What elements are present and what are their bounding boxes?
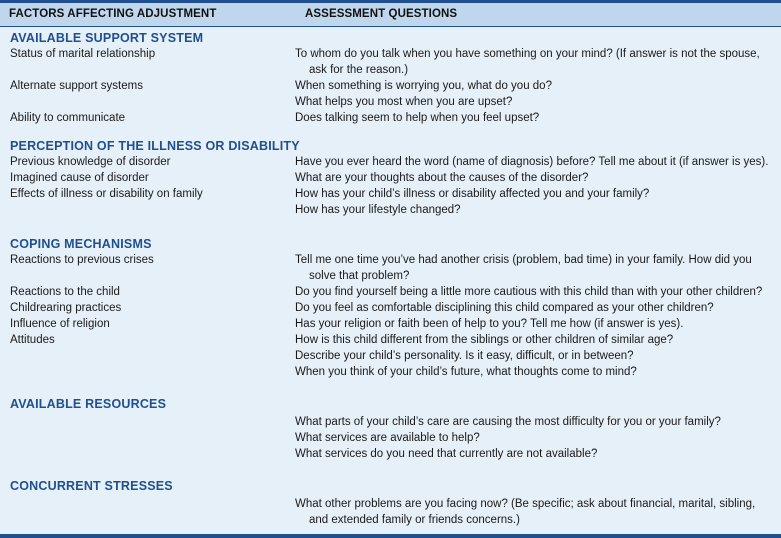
section-title: CONCURRENT STRESSES [10,479,173,493]
questions-cell [295,284,771,300]
section [0,394,781,462]
factor-cell: Attitudes [10,334,55,346]
table-row [0,154,781,170]
factor-cell: Reactions to the child [10,286,120,298]
section-title: COPING MECHANISMS [10,237,152,251]
table-row [0,252,781,284]
questions-cell [295,170,771,186]
factor-cell: Childrearing practices [10,302,122,314]
assessment-question: How is this child different from the siblings or other children of similar age? [295,334,674,346]
assessment-question: When something is worrying you, what do you do? [295,80,552,92]
factor-cell: Ability to communicate [10,112,126,124]
assessment-question: How has your child’s illness or disability affected you and your family? [295,188,650,200]
factor-cell: Imagined cause of disorder [10,172,149,184]
factor-cell: Reactions to previous crises [10,254,154,266]
questions-column-header: ASSESSMENT QUESTIONS [305,8,458,20]
section [0,28,781,126]
assessment-question: What services are available to help? [295,432,480,444]
questions-cell [295,186,771,218]
factor-cell: Previous knowledge of disorder [10,156,171,168]
questions-cell [295,316,771,332]
assessment-question: Has your religion or faith been of help to you? Tell me how (if answer is yes). [295,318,684,330]
questions-cell [295,78,771,110]
questions-cell [295,496,771,528]
questions-cell [295,300,771,316]
section-title: AVAILABLE RESOURCES [10,397,167,411]
assessment-question: What helps you most when you are upset? [295,96,513,108]
factor-cell: Effects of illness or disability on family [10,188,203,200]
factor-cell: Alternate support systems [10,80,143,92]
table-row [0,332,781,380]
table-row [0,46,781,78]
assessment-question: Does talking seem to help when you feel upset? [295,112,540,124]
assessment-question: Do you find yourself being a little more cautious with this child than with your other children? [295,286,763,298]
assessment-question: Tell me one time you’ve had another crisis (problem, bad time) in your family. How did you solve that problem? [295,254,752,282]
section [0,476,781,528]
factor-cell: Influence of religion [10,318,110,330]
factor-cell: Status of marital relationship [10,48,156,60]
questions-cell [295,46,771,78]
assessment-question: Have you ever heard the word (name of diagnosis) before? Tell me about it (if answer is yes). [295,156,769,168]
bottom-border [0,534,781,538]
table-row [0,414,781,462]
assessment-question: What parts of your child’s care are causing the most difficulty for you or your family? [295,416,721,428]
table-row [0,300,781,316]
table-row [0,110,781,126]
questions-cell [295,332,771,380]
section-title: AVAILABLE SUPPORT SYSTEM [10,31,204,45]
factors-column-header: FACTORS AFFECTING ADJUSTMENT [9,8,217,20]
section [0,234,781,380]
table-row [0,496,781,528]
assessment-question: How has your lifestyle changed? [295,204,461,216]
questions-cell [295,414,771,462]
table-row [0,170,781,186]
assessment-question: To whom do you talk when you have something on your mind? (If answer is not the spouse, ask for the reason.) [295,48,760,76]
assessment-question: Describe your child’s personality. Is it easy, difficult, or in between? [295,350,634,362]
questions-cell [295,110,771,126]
assessment-question: When you think of your child’s future, what thoughts come to mind? [295,366,637,378]
assessment-question: What are your thoughts about the causes of the disorder? [295,172,589,184]
table-row [0,316,781,332]
table-row [0,78,781,110]
table-header [0,3,781,27]
table-row [0,284,781,300]
section [0,136,781,218]
assessment-question: What services do you need that currently are not available? [295,448,598,460]
table-body [0,28,781,528]
section-title: PERCEPTION OF THE ILLNESS OR DISABILITY [10,139,300,153]
assessment-question: What other problems are you facing now? (Be specific; ask about financial, marital, sibling, and extended family or friends concerns.) [295,498,756,526]
table-row [0,186,781,218]
questions-cell [295,154,771,170]
assessment-question: Do you feel as comfortable disciplining this child compared as your other children? [295,302,714,314]
questions-cell [295,252,771,284]
